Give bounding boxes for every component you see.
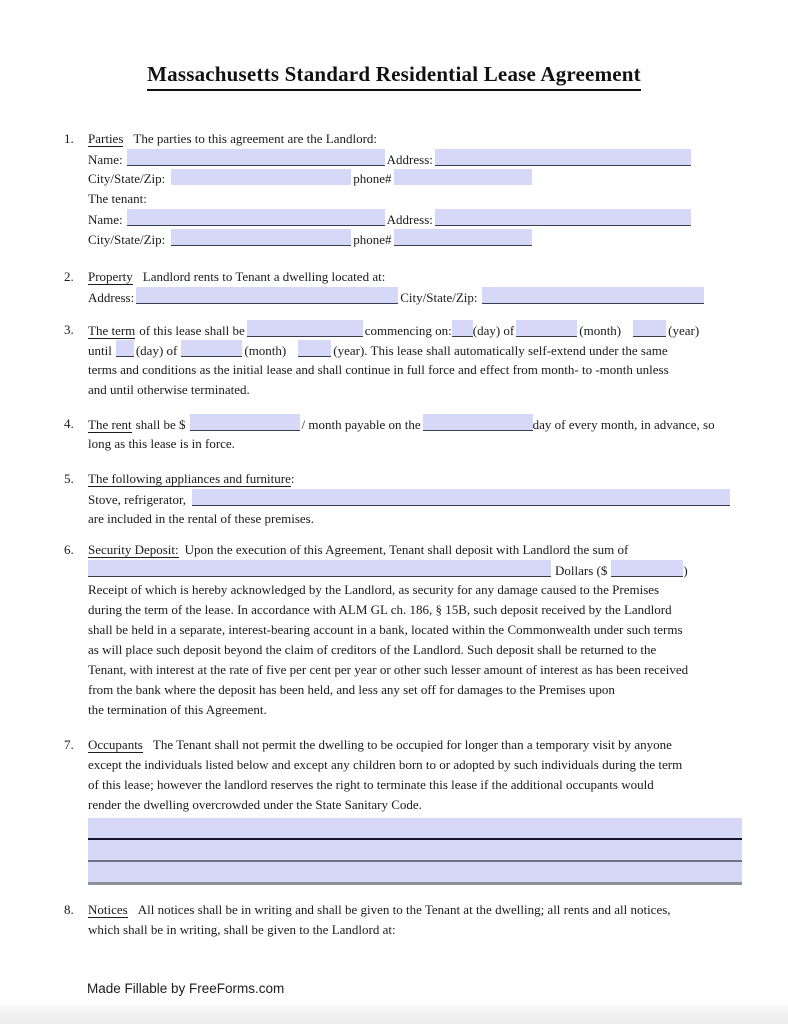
term-start-day-field[interactable] (452, 320, 473, 337)
deposit-words-field[interactable] (88, 560, 551, 577)
parties-heading-rest: The parties to this agreement are the Landlord: (133, 131, 378, 146)
occupants-row-1-field[interactable] (88, 818, 742, 840)
landlord-name-label: Name: (88, 152, 123, 167)
rent-amount-field[interactable] (190, 414, 300, 431)
term-length-field[interactable] (247, 320, 363, 337)
rent-heading: The rent (88, 417, 132, 432)
term-text-shall-be: of this lease shall be (139, 323, 245, 338)
tenant-city-label: City/State/Zip: (88, 232, 166, 247)
term-text-day-of: (day) of (472, 323, 515, 338)
property-address-field[interactable] (136, 287, 398, 304)
rent-line-2: long as this lease is in force. (88, 436, 235, 451)
property-city-label: City/State/Zip: (400, 290, 478, 305)
document-title: Massachusetts Standard Residential Lease Agreement (147, 62, 641, 91)
landlord-address-label: Address: (386, 152, 433, 167)
deposit-close-paren: ) (683, 563, 688, 578)
landlord-phone-label: phone# (353, 171, 392, 186)
section-number: 4. (64, 416, 74, 431)
section-number: 2. (64, 269, 74, 284)
title-wrap (0, 62, 788, 91)
section-number: 6. (64, 542, 74, 557)
tenant-phone-field[interactable] (394, 229, 532, 246)
deposit-amount-field[interactable] (611, 560, 683, 577)
section-number: 3. (64, 322, 74, 337)
deposit-paragraph-line: the termination of this Agreement. (88, 702, 267, 717)
section-rent (64, 414, 742, 454)
deposit-dollars-label: Dollars ($ (555, 563, 608, 578)
landlord-city-field[interactable] (171, 169, 351, 185)
rent-text-2: / month payable on the (301, 417, 421, 432)
property-city-field[interactable] (482, 287, 704, 304)
section-number: 1. (64, 131, 74, 146)
section-number: 8. (64, 902, 74, 917)
occupants-line-3: of this lease; however the landlord reserves the right to terminate this lease if the additional occupants would (88, 777, 654, 792)
appliances-stove-label: Stove, refrigerator, (88, 492, 187, 507)
section-number: 7. (64, 737, 74, 752)
landlord-phone-field[interactable] (394, 169, 532, 185)
tenant-city-field[interactable] (171, 229, 351, 246)
notices-line-1: All notices shall be in writing and shall be given to the Tenant at the dwelling; all rents and all notices, (137, 902, 671, 917)
term-end-month-field[interactable] (181, 340, 242, 357)
occupants-heading: Occupants (88, 737, 143, 752)
property-heading-rest: Landlord rents to Tenant a dwelling located at: (142, 269, 386, 284)
rent-due-day-field[interactable] (423, 414, 533, 431)
term-line-4: and until otherwise terminated. (88, 382, 250, 397)
occupants-line-2: except the individuals listed below and except any children born to or adopted by such individuals during the term (88, 757, 683, 772)
tenant-intro: The tenant: (88, 191, 147, 206)
term-heading: The term (88, 323, 136, 338)
section-security-deposit (64, 540, 742, 720)
deposit-paragraph-line: as will place such deposit beyond the claim of creditors of the Landlord. Such deposit shall be returned to the (88, 642, 657, 657)
term-text-year-rest: (year). This lease shall automatically self-extend under the same (333, 343, 668, 358)
term-text-month-2: (month) (244, 343, 287, 358)
occupants-fill-rows (88, 818, 742, 885)
term-text-month: (month) (579, 323, 622, 338)
landlord-city-label: City/State/Zip: (88, 171, 166, 186)
deposit-paragraph-line: from the bank where the deposit has been held, and less any set off for damages to the Premises upon (88, 682, 615, 697)
occupants-line-1: The Tenant shall not permit the dwelling to be occupied for longer than a temporary visit by anyone (152, 737, 672, 752)
section-appliances (64, 469, 742, 529)
term-end-year-field[interactable] (298, 340, 331, 357)
deposit-paragraph-line: shall be held in a separate, interest-bearing account in a bank, located within the Commonwealth under such terms (88, 622, 683, 637)
tenant-address-field[interactable] (435, 209, 691, 226)
term-text-commencing: commencing on: (364, 323, 452, 338)
term-start-year-field[interactable] (633, 320, 666, 337)
deposit-paragraph-line: Tenant, with interest at the rate of five per cent per year or other such lesser amount of interest as has been received (88, 662, 689, 677)
notices-heading: Notices (88, 902, 128, 917)
landlord-name-field[interactable] (127, 149, 385, 166)
section-parties (64, 129, 742, 249)
property-heading: Property (88, 269, 133, 284)
tenant-address-label: Address: (386, 212, 433, 227)
tenant-name-label: Name: (88, 212, 123, 227)
term-text-day-of-2: (day) of (135, 343, 178, 358)
occupants-row-2-field[interactable] (88, 840, 742, 862)
property-address-label: Address: (88, 290, 135, 305)
occupants-line-4: render the dwelling overcrowded under the State Sanitary Code. (88, 797, 422, 812)
appliances-heading-colon: : (290, 471, 295, 486)
section-notices (64, 900, 742, 940)
section-property (64, 267, 742, 307)
deposit-paragraph-line: Receipt of which is hereby acknowledged by the Landlord, as security for any damage caused to the Premises (88, 582, 660, 597)
rent-text-1: shall be $ (135, 417, 186, 432)
notices-line-2: which shall be in writing, shall be given to the Landlord at: (88, 922, 396, 937)
term-start-month-field[interactable] (516, 320, 577, 337)
footer-credit: Made Fillable by FreeForms.com (87, 981, 285, 996)
section-number: 5. (64, 471, 74, 486)
term-line-3: terms and conditions as the initial lease and shall continue in full force and effect from month- to -month unless (88, 362, 669, 377)
tenant-name-field[interactable] (127, 209, 385, 226)
term-end-day-field[interactable] (116, 340, 134, 357)
deposit-heading: Security Deposit: (88, 542, 179, 557)
occupants-row-3-field[interactable] (88, 862, 742, 885)
section-occupants (64, 735, 742, 885)
tenant-phone-label: phone# (353, 232, 392, 247)
appliances-field[interactable] (192, 489, 730, 506)
rent-text-3: day of every month, in advance, so (532, 417, 715, 432)
page-bottom-edge (0, 1005, 788, 1024)
section-term (64, 320, 742, 400)
term-text-year: (year) (668, 323, 700, 338)
deposit-heading-rest: Upon the execution of this Agreement, Tenant shall deposit with Landlord the sum of (184, 542, 629, 557)
appliances-included-text: are included in the rental of these premises. (88, 511, 314, 526)
deposit-paragraph-line: during the term of the lease. In accordance with ALM GL ch. 186, § 15B, such deposit received by the Landlord (88, 602, 672, 617)
landlord-address-field[interactable] (435, 149, 691, 166)
term-text-until: until (88, 343, 112, 358)
parties-heading: Parties (88, 131, 124, 146)
document-body (64, 129, 742, 940)
appliances-heading: The following appliances and furniture (88, 471, 291, 486)
